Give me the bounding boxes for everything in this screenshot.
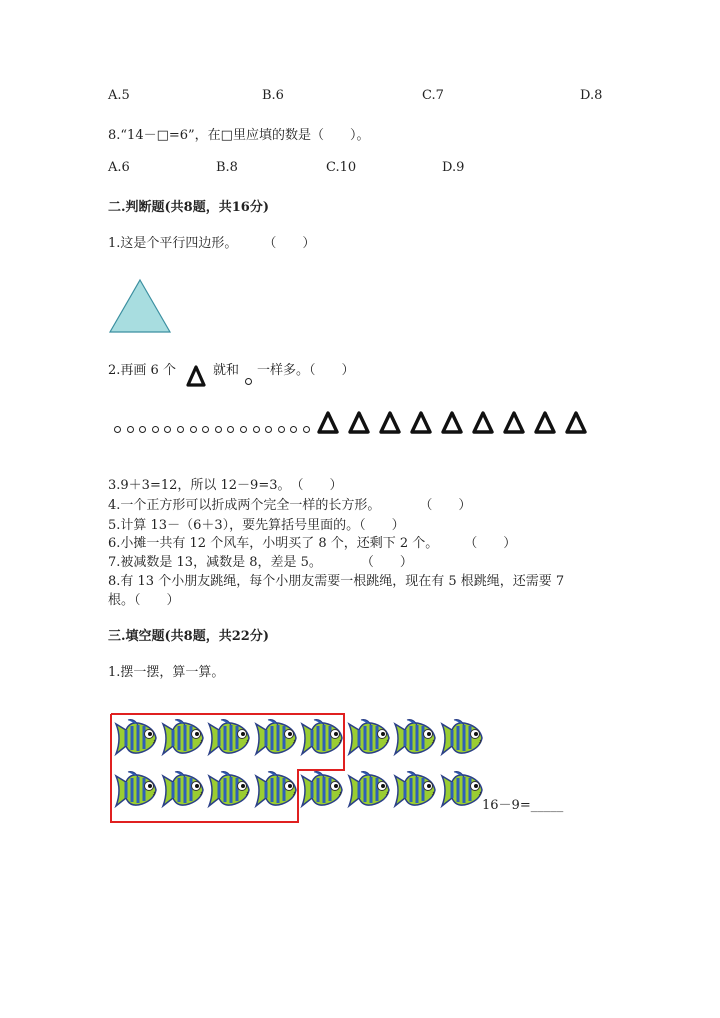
small-circle [253,426,260,433]
section2-q2-part2: 就和 [213,363,240,378]
fish-icon [391,768,437,812]
small-circle [202,426,209,433]
equation: 16－9=_____ [482,798,564,813]
small-triangle [533,410,557,436]
small-circle [164,426,171,433]
fish-icon [345,716,391,760]
q7-option-c[interactable]: C.7 [422,88,444,103]
q8-option-c[interactable]: C.10 [326,160,357,175]
small-circle [114,426,121,433]
section2-q4: 4.一个正方形可以折成两个完全一样的长方形。 （ ） [108,498,472,513]
section3-q1: 1.摆一摆，算一算。 [108,665,225,680]
q8-option-b[interactable]: B.8 [216,160,238,175]
q8-option-d[interactable]: D.9 [442,160,465,175]
q8-option-a[interactable]: A.6 [108,160,130,175]
section2-q1: 1.这是个平行四边形。 （ ） [108,236,316,251]
section2-q2-part3: 一样多。（ ） [257,363,355,378]
small-circle [265,426,272,433]
small-circle [190,426,197,433]
section2-q6: 6.小摊一共有 12 个风车，小明买了 8 个，还剩下 2 个。 （ ） [108,536,517,551]
triangle-icon [186,364,206,388]
section2-title: 二.判断题(共8题，共16分) [108,200,269,215]
small-circle [139,426,146,433]
small-triangle [440,410,464,436]
section3-title: 三.填空题(共8题，共22分) [108,629,269,644]
small-triangle [316,410,340,436]
small-triangle [471,410,495,436]
small-triangle [347,410,371,436]
fish-icon [391,716,437,760]
small-triangle [409,410,433,436]
fish-icon [438,716,484,760]
small-circle [177,426,184,433]
section2-q3: 3.9＋3=12，所以 12－9=3。 （ ） [108,478,343,493]
grouping-box [108,712,348,826]
small-circle [290,426,297,433]
section2-q2-part1: 2.再画 6 个 [108,363,176,378]
small-circle [240,426,247,433]
circle-icon [245,378,252,385]
small-circle [278,426,285,433]
section2-q5: 5.计算 13－（6＋3），要先算括号里面的。（ ） [108,518,405,533]
small-circle [152,426,159,433]
q8-text: 8.“14－□=6”，在□里应填的数是（ ）。 [108,128,370,143]
small-triangle [502,410,526,436]
small-circle [215,426,222,433]
fish-icon [345,768,391,812]
section2-q8-line2: 根。（ ） [108,593,180,608]
small-triangle [564,410,588,436]
q7-option-b[interactable]: B.6 [262,88,284,103]
triangle-figure [108,278,172,334]
small-circle [127,426,134,433]
small-triangle [378,410,402,436]
section2-q7: 7.被减数是 13，减数是 8，差是 5。 （ ） [108,555,413,570]
q7-option-a[interactable]: A.5 [108,88,130,103]
fish-icon [438,768,484,812]
small-circle [303,426,310,433]
section2-q8-line1: 8.有 13 个小朋友跳绳，每个小朋友需要一根跳绳，现在有 5 根跳绳，还需要 7 [108,574,565,589]
small-circle [227,426,234,433]
q7-option-d[interactable]: D.8 [580,88,603,103]
